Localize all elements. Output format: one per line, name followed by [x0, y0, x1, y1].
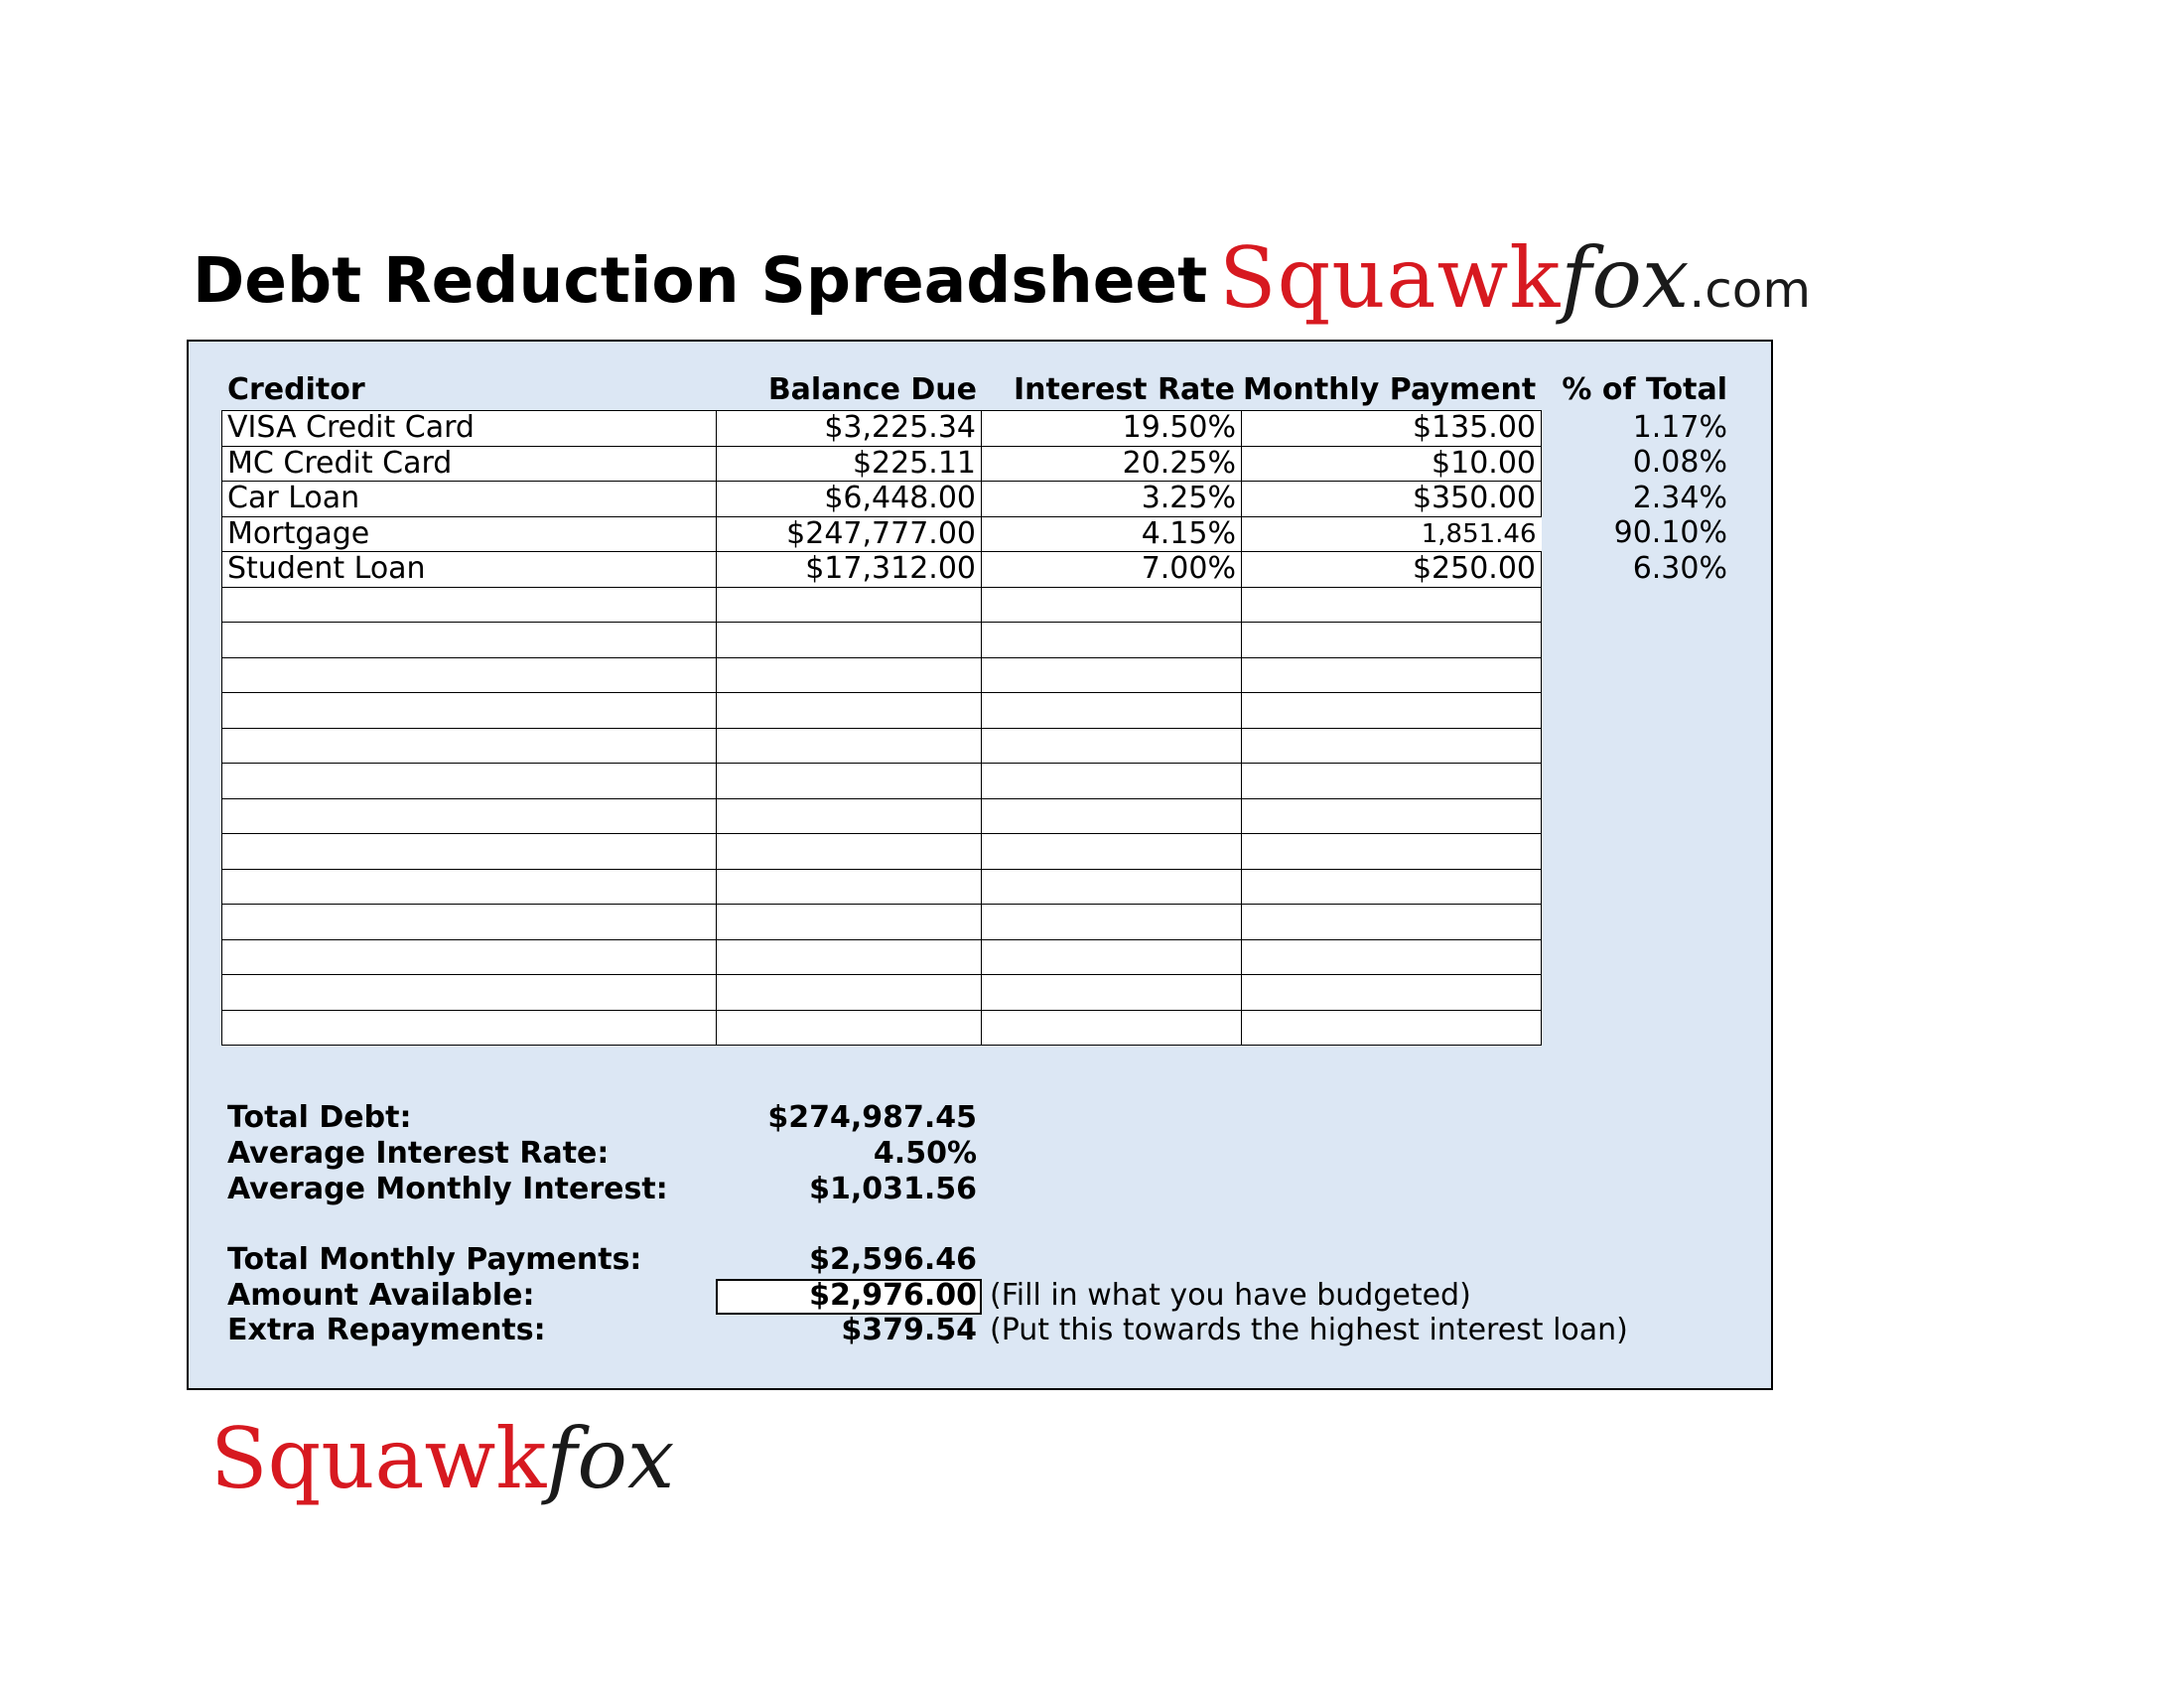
debt-table [221, 410, 1542, 1046]
empty-cell[interactable] [717, 764, 982, 799]
empty-row [222, 623, 1542, 658]
empty-cell[interactable] [982, 764, 1242, 799]
creditor-cell[interactable]: Student Loan [222, 552, 717, 588]
table-row [222, 446, 1542, 482]
empty-cell[interactable] [982, 834, 1242, 870]
rate-cell[interactable]: 20.25% [982, 446, 1242, 482]
header-balance-due: Balance Due [767, 372, 977, 407]
extra-repayments-label: Extra Repayments: [227, 1313, 546, 1347]
empty-cell[interactable] [1242, 728, 1542, 764]
total-debt-value: $274,987.45 [767, 1100, 977, 1135]
amount-available-label: Amount Available: [227, 1278, 535, 1313]
table-row [222, 516, 1542, 552]
footer-logo [210, 1402, 675, 1507]
empty-cell[interactable] [1242, 834, 1542, 870]
amount-available-note: (Fill in what you have budgeted) [990, 1278, 1471, 1313]
balance-cell[interactable]: $3,225.34 [717, 411, 982, 447]
empty-cell[interactable] [982, 728, 1242, 764]
empty-cell[interactable] [222, 1010, 717, 1046]
header-creditor: Creditor [227, 372, 365, 407]
percent-of-total-value: 6.30% [1632, 551, 1727, 586]
empty-cell[interactable] [1242, 657, 1542, 693]
empty-cell[interactable] [717, 587, 982, 623]
rate-cell[interactable]: 4.15% [982, 516, 1242, 552]
empty-cell[interactable] [222, 798, 717, 834]
empty-cell[interactable] [1242, 587, 1542, 623]
empty-cell[interactable] [1242, 764, 1542, 799]
creditor-cell[interactable]: Mortgage [222, 516, 717, 552]
empty-cell[interactable] [1242, 869, 1542, 905]
logo-part-squawk: Squawk [1219, 229, 1562, 327]
empty-cell[interactable] [717, 657, 982, 693]
empty-cell[interactable] [717, 905, 982, 940]
creditor-cell[interactable]: VISA Credit Card [222, 411, 717, 447]
empty-cell[interactable] [717, 728, 982, 764]
empty-cell[interactable] [982, 623, 1242, 658]
rate-cell[interactable]: 19.50% [982, 411, 1242, 447]
total-monthly-payments-value: $2,596.46 [809, 1242, 977, 1277]
empty-cell[interactable] [717, 623, 982, 658]
total-monthly-payments-label: Total Monthly Payments: [227, 1242, 642, 1277]
empty-cell[interactable] [1242, 905, 1542, 940]
empty-cell[interactable] [717, 939, 982, 975]
empty-cell[interactable] [222, 834, 717, 870]
empty-cell[interactable] [982, 798, 1242, 834]
average-monthly-interest-label: Average Monthly Interest: [227, 1172, 668, 1206]
empty-row [222, 1010, 1542, 1046]
squawkfox-logo [1219, 223, 1811, 333]
empty-row [222, 939, 1542, 975]
page-title: Debt Reduction Spreadsheet [193, 244, 1208, 317]
empty-cell[interactable] [1242, 939, 1542, 975]
empty-cell[interactable] [222, 905, 717, 940]
empty-cell[interactable] [1242, 693, 1542, 729]
average-monthly-interest-value: $1,031.56 [809, 1172, 977, 1206]
empty-row [222, 587, 1542, 623]
empty-cell[interactable] [982, 939, 1242, 975]
empty-row [222, 834, 1542, 870]
empty-cell[interactable] [1242, 975, 1542, 1011]
empty-cell[interactable] [717, 798, 982, 834]
payment-cell[interactable]: 1,851.46 [1242, 516, 1542, 552]
payment-cell[interactable]: $10.00 [1242, 446, 1542, 482]
total-debt-label: Total Debt: [227, 1100, 412, 1135]
empty-cell[interactable] [982, 693, 1242, 729]
average-interest-rate-label: Average Interest Rate: [227, 1136, 610, 1171]
empty-cell[interactable] [982, 905, 1242, 940]
balance-cell[interactable]: $17,312.00 [717, 552, 982, 588]
percent-of-total-value: 1.17% [1632, 410, 1727, 445]
empty-cell[interactable] [982, 1010, 1242, 1046]
balance-cell[interactable]: $225.11 [717, 446, 982, 482]
footer-logo-part-fox: fox [546, 1410, 675, 1507]
empty-row [222, 764, 1542, 799]
empty-row [222, 798, 1542, 834]
footer-logo-part-squawk: Squawk [210, 1410, 547, 1507]
empty-cell[interactable] [222, 869, 717, 905]
empty-cell[interactable] [982, 975, 1242, 1011]
table-row [222, 482, 1542, 517]
empty-cell[interactable] [982, 869, 1242, 905]
empty-cell[interactable] [717, 834, 982, 870]
empty-cell[interactable] [1242, 1010, 1542, 1046]
extra-repayments-note: (Put this towards the highest interest loan) [990, 1313, 1628, 1347]
empty-row [222, 905, 1542, 940]
empty-cell[interactable] [222, 939, 717, 975]
empty-cell[interactable] [982, 657, 1242, 693]
empty-cell[interactable] [222, 623, 717, 658]
empty-cell[interactable] [982, 587, 1242, 623]
empty-cell[interactable] [717, 1010, 982, 1046]
header-percent-of-total: % of Total [1562, 372, 1727, 407]
rate-cell[interactable]: 3.25% [982, 482, 1242, 517]
empty-cell[interactable] [1242, 623, 1542, 658]
empty-row [222, 975, 1542, 1011]
table-row [222, 552, 1542, 588]
balance-cell[interactable]: $247,777.00 [717, 516, 982, 552]
percent-of-total-value: 0.08% [1632, 445, 1727, 480]
empty-row [222, 869, 1542, 905]
average-interest-rate-value: 4.50% [873, 1136, 977, 1171]
table-row [222, 411, 1542, 447]
creditor-cell[interactable]: MC Credit Card [222, 446, 717, 482]
empty-cell[interactable] [222, 657, 717, 693]
header-monthly-payment: Monthly Payment [1243, 372, 1537, 407]
logo-part-com: .com [1689, 261, 1812, 319]
empty-cell[interactable] [222, 728, 717, 764]
logo-part-fox: fox [1561, 229, 1690, 327]
empty-row [222, 657, 1542, 693]
empty-row [222, 728, 1542, 764]
empty-cell[interactable] [717, 693, 982, 729]
empty-cell[interactable] [717, 975, 982, 1011]
payment-cell[interactable]: $350.00 [1242, 482, 1542, 517]
header-interest-rate: Interest Rate [1013, 372, 1235, 407]
payment-cell[interactable]: $135.00 [1242, 411, 1542, 447]
amount-available-value[interactable]: $2,976.00 [809, 1278, 977, 1313]
rate-cell[interactable]: 7.00% [982, 552, 1242, 588]
empty-cell[interactable] [1242, 798, 1542, 834]
payment-cell[interactable]: $250.00 [1242, 552, 1542, 588]
extra-repayments-value: $379.54 [841, 1313, 977, 1347]
empty-cell[interactable] [222, 975, 717, 1011]
empty-cell[interactable] [717, 869, 982, 905]
creditor-cell[interactable]: Car Loan [222, 482, 717, 517]
percent-of-total-value: 2.34% [1632, 481, 1727, 515]
empty-cell[interactable] [222, 587, 717, 623]
balance-cell[interactable]: $6,448.00 [717, 482, 982, 517]
empty-cell[interactable] [222, 693, 717, 729]
empty-row [222, 693, 1542, 729]
percent-of-total-value: 90.10% [1613, 515, 1727, 550]
empty-cell[interactable] [222, 764, 717, 799]
